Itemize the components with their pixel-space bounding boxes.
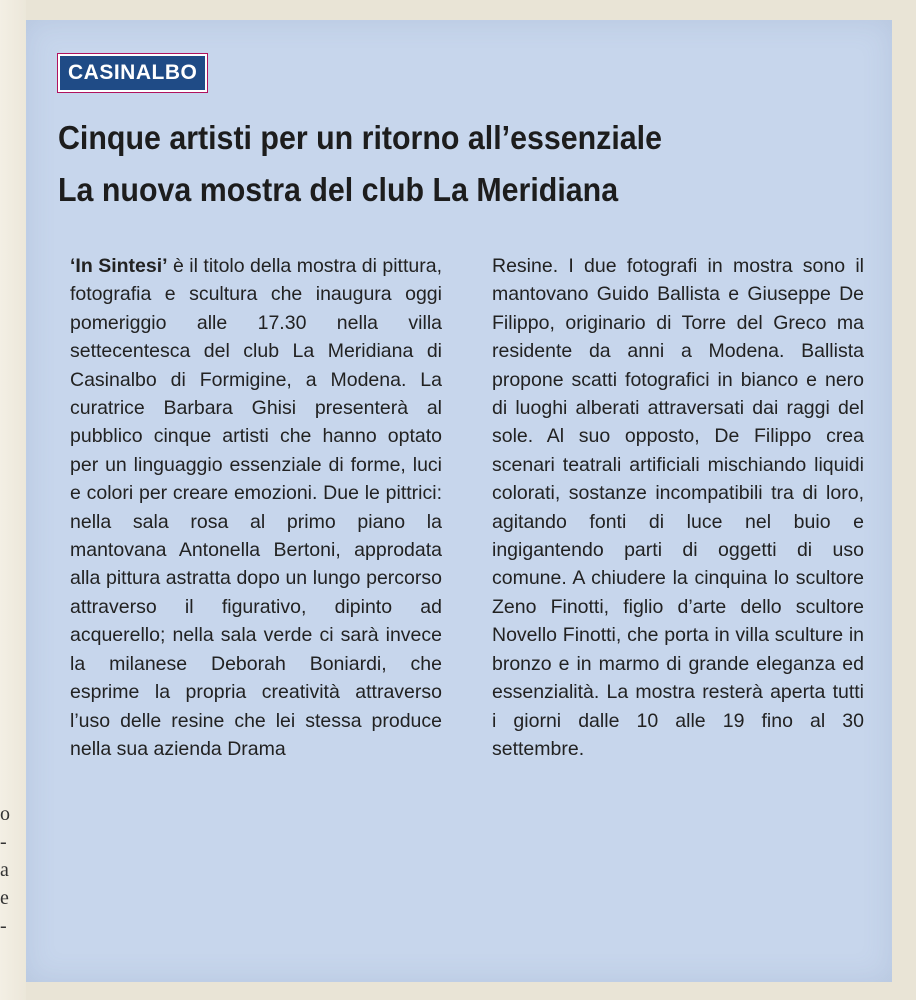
section-badge: CASINALBO xyxy=(58,54,207,92)
column-1-paragraph xyxy=(70,252,442,763)
headline-line-2: La nuova mostra del club La Meridiana xyxy=(58,171,619,208)
margin-fragment: o xyxy=(0,803,10,825)
margin-fragment: a xyxy=(0,859,9,881)
margin-fragment: - xyxy=(0,915,7,937)
margin-fragment: e xyxy=(0,887,9,909)
margin-text-fragments xyxy=(0,800,20,940)
headline xyxy=(58,112,812,216)
column-2-text: Resine. I due fotografi in mostra sono il mantovano Guido Ballista e Giuseppe De Filippo, originario di Torre del Greco ma residente da anni a Modena. Ballista propone scatti fotografici in bianco e nero di luoghi alberati attraversati dai raggi del sole. Al suo opposto, De Filippo crea scenari teatrali artificiali mischiando liquidi colorati, sostanze incompatibili tra di loro, agitando fonti di luce nel buio e ingigantendo parti di oggetti di uso comune. A chiudere la cinquina lo scultore Zeno Finotti, figlio d’arte dello scultore Novello Finotti, che porta in villa sculture in bronzo e in marmo di grande eleganza ed essenzialità. La mostra resterà aperta tutti i giorni dalle 10 alle 19 fino al 30 settembre. xyxy=(492,255,864,760)
article-column-2 xyxy=(492,252,864,763)
article-column-1 xyxy=(70,252,442,763)
newspaper-clipping xyxy=(26,20,892,982)
column-1-text: è il titolo della mostra di pittura, fotografia e scultura che inaugura oggi pomeriggio alle 17.30 nella villa settecentesca del club La Meridiana di Casinalbo di Formigine, a Modena. La curatrice Barbara Ghisi presenterà al pubblico cinque artisti che hanno optato per un linguaggio essenziale di forme, luci e colori per creare emozioni. Due le pittrici: nella sala rosa al primo piano la mantovana Antonella Bertoni, approdata alla pittura astratta dopo un lungo percorso attraverso il figurativo, dipinto ad acquerello; nella sala verde ci sarà invece la milanese Deborah Boniardi, che esprime la propria creatività attraverso l’uso delle resine che lei stessa produce nella sua azienda Drama xyxy=(70,255,442,760)
margin-fragment: - xyxy=(0,831,7,853)
headline-line-1: Cinque artisti per un ritorno all’essenziale xyxy=(58,119,662,156)
exhibition-title: ‘In Sintesi’ xyxy=(70,255,168,277)
article-body xyxy=(70,252,864,763)
